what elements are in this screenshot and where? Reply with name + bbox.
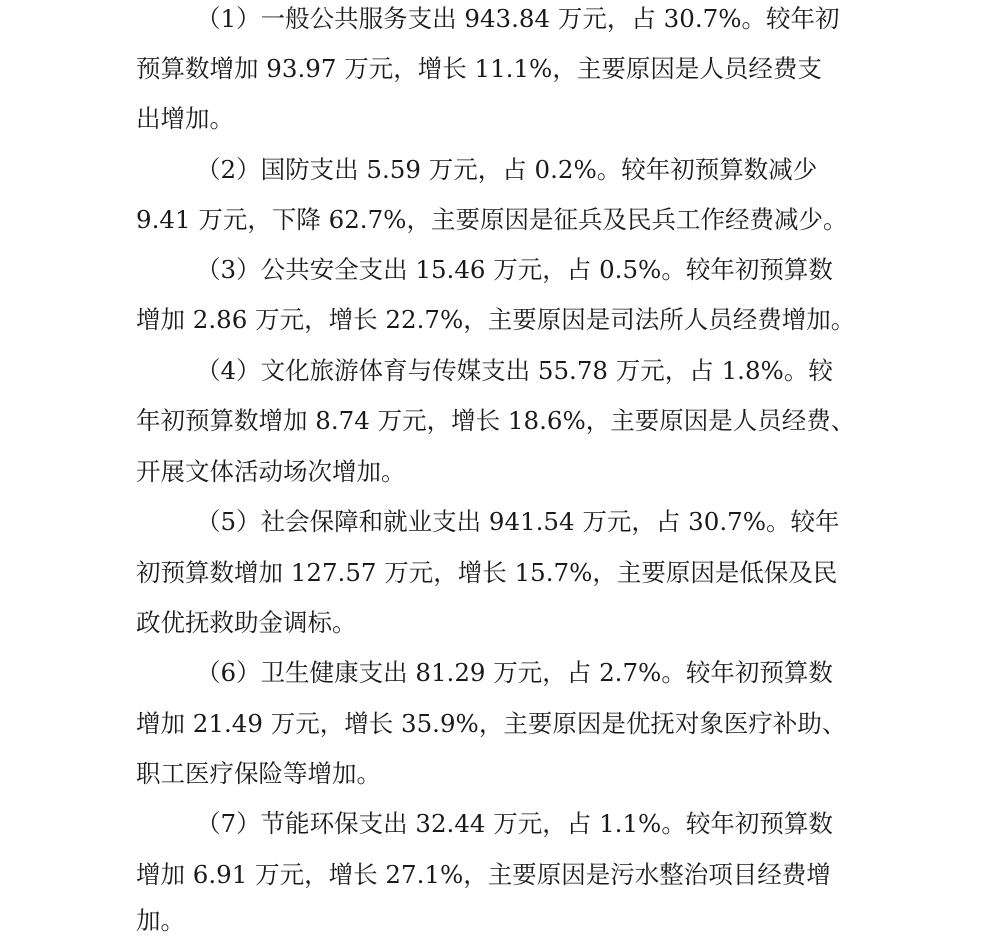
paragraph-4-line-2: 年初预算数增加 8.74 万元，增长 18.6%，主要原因是人员经费、 [136, 406, 856, 435]
paragraph-4-line-3: 开展文体活动场次增加。 [136, 457, 406, 486]
paragraph-5-line-1: （5）社会保障和就业支出 941.54 万元，占 30.7%。较年 [196, 507, 840, 536]
paragraph-5-line-2: 初预算数增加 127.57 万元，增长 15.7%，主要原因是低保及民 [136, 558, 838, 587]
paragraph-5-line-3: 政优抚救助金调标。 [136, 608, 357, 637]
paragraph-2-line-2: 9.41 万元，下降 62.7%，主要原因是征兵及民兵工作经费减少。 [136, 205, 848, 234]
paragraph-3-line-2: 增加 2.86 万元，增长 22.7%，主要原因是司法所人员经费增加。 [136, 305, 856, 334]
paragraph-6-line-3: 职工医疗保险等增加。 [136, 759, 381, 788]
paragraph-1-line-1: （1）一般公共服务支出 943.84 万元，占 30.7%。较年初 [196, 4, 840, 33]
paragraph-1-line-3: 出增加。 [136, 104, 234, 133]
paragraph-2-line-1: （2）国防支出 5.59 万元，占 0.2%。较年初预算数减少 [196, 155, 818, 184]
paragraph-1-line-2: 预算数增加 93.97 万元，增长 11.1%，主要原因是人员经费支 [136, 54, 822, 83]
paragraph-7-line-1: （7）节能环保支出 32.44 万元，占 1.1%。较年初预算数 [196, 809, 833, 838]
paragraph-6-line-1: （6）卫生健康支出 81.29 万元，占 2.7%。较年初预算数 [196, 658, 833, 687]
paragraph-4-line-1: （4）文化旅游体育与传媒支出 55.78 万元，占 1.8%。较 [196, 356, 833, 385]
paragraph-6-line-2: 增加 21.49 万元，增长 35.9%，主要原因是优抚对象医疗补助、 [136, 709, 847, 738]
paragraph-7-line-2: 增加 6.91 万元，增长 27.1%，主要原因是污水整治项目经费增 [136, 860, 831, 889]
paragraph-3-line-1: （3）公共安全支出 15.46 万元，占 0.5%。较年初预算数 [196, 255, 833, 284]
paragraph-7-line-3: 加。 [136, 906, 185, 935]
